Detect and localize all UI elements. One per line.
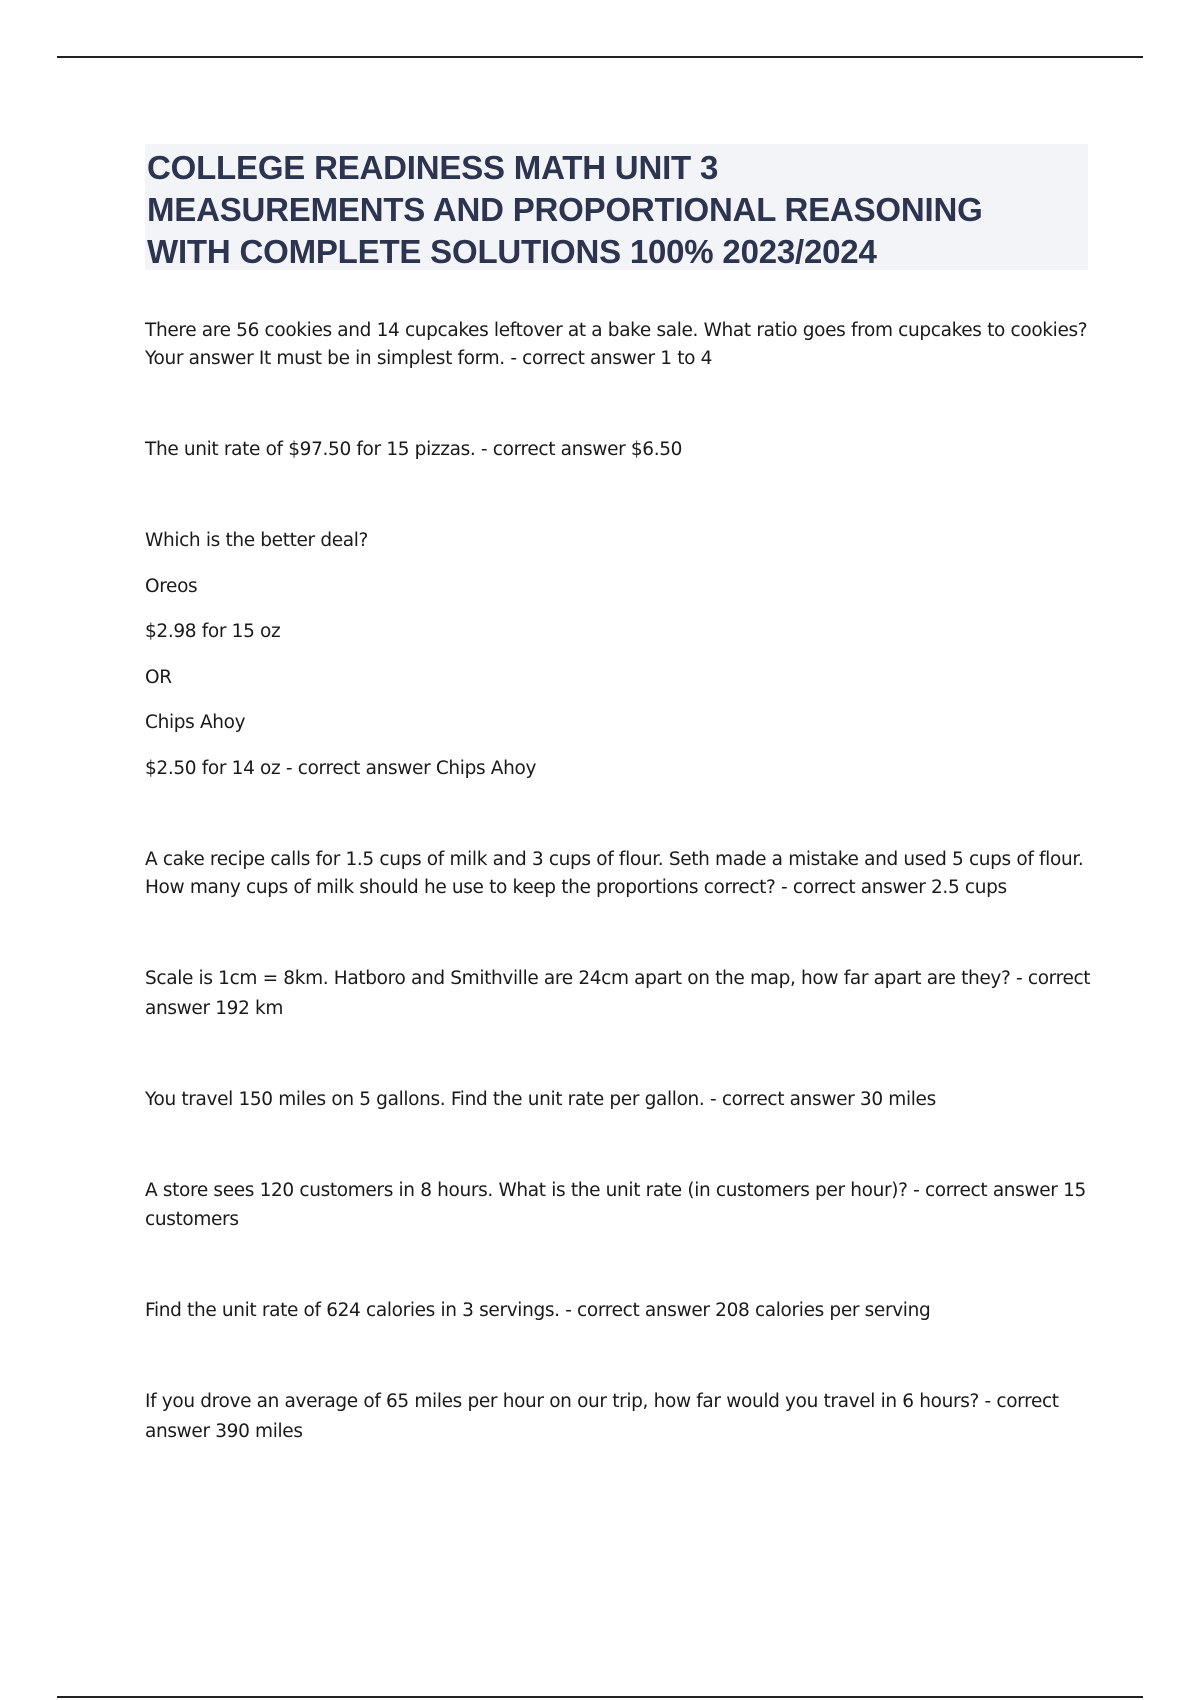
question-3-option-a-price: $2.98 for 15 oz (145, 621, 281, 642)
question-5-line-2: answer 192 km (145, 998, 284, 1019)
question-3-option-b: Chips Ahoy (145, 712, 246, 733)
question-5-line-1: Scale is 1cm = 8km. Hatboro and Smithville are 24cm apart on the map, how far apart are they? - correct (145, 968, 1091, 989)
question-3-option-b-price-answer: $2.50 for 14 oz - correct answer Chips Ahoy (145, 758, 537, 779)
title-line-1: COLLEGE READINESS MATH UNIT 3 (147, 149, 719, 186)
top-rule (57, 56, 1143, 58)
question-4-line-1: A cake recipe calls for 1.5 cups of milk and 3 cups of flour. Seth made a mistake and used 5 cups of flour. (145, 849, 1084, 870)
question-1-line-1: There are 56 cookies and 14 cupcakes leftover at a bake sale. What ratio goes from cupcakes to cookies? (145, 320, 1088, 341)
question-8: Find the unit rate of 624 calories in 3 servings. - correct answer 208 calories per serving (145, 1300, 931, 1321)
bottom-rule (57, 1696, 1143, 1698)
question-1-line-2: Your answer It must be in simplest form. - correct answer 1 to 4 (145, 348, 713, 369)
question-9-line-2: answer 390 miles (145, 1421, 303, 1442)
question-2: The unit rate of $97.50 for 15 pizzas. - correct answer $6.50 (145, 439, 683, 460)
question-3-prompt: Which is the better deal? (145, 530, 369, 551)
question-6: You travel 150 miles on 5 gallons. Find the unit rate per gallon. - correct answer 30 miles (145, 1089, 936, 1110)
question-3-option-a: Oreos (145, 576, 198, 597)
title-line-3: WITH COMPLETE SOLUTIONS 100% 2023/2024 (147, 233, 877, 270)
title-line-2: MEASUREMENTS AND PROPORTIONAL REASONING (147, 191, 983, 228)
question-7-line-1: A store sees 120 customers in 8 hours. What is the unit rate (in customers per hour)? - correct answer 15 (145, 1180, 1086, 1201)
question-4-line-2: How many cups of milk should he use to keep the proportions correct? - correct answer 2.5 cups (145, 877, 1007, 898)
document-title (145, 144, 1088, 270)
question-7-line-2: customers (145, 1209, 239, 1230)
question-9-line-1: If you drove an average of 65 miles per hour on our trip, how far would you travel in 6 hours? - correct (145, 1391, 1059, 1412)
question-3-or: OR (145, 667, 172, 688)
